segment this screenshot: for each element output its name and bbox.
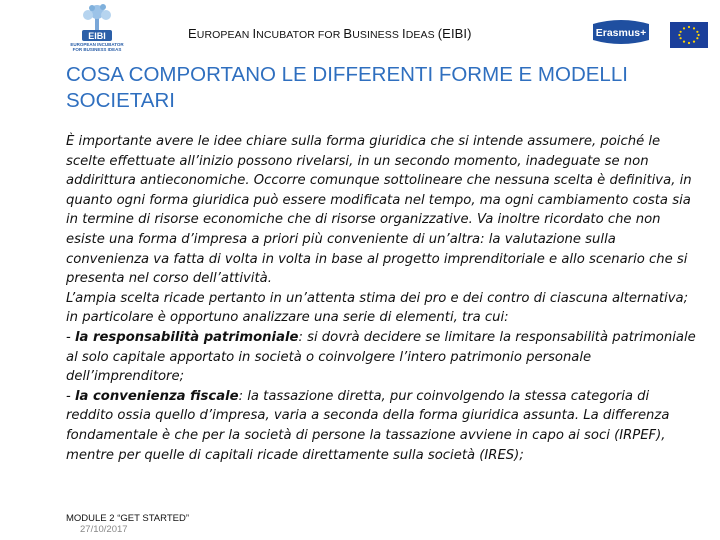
slide-title: COSA COMPORTANO LE DIFFERENTI FORME E MODELLI SOCIETARI <box>66 63 628 112</box>
header-title-rest: UROPEAN <box>196 29 253 41</box>
list-item-text: : si dovrà decidere se limitare la responsabilità patrimoniale al solo capitale apportato in società o coinvolgere l’intero patrimonio personale dell’imprenditore; <box>66 329 696 385</box>
eibi-logo-caption: EUROPEAN INCUBATOR FOR BUSINESS IDEAS <box>70 42 124 52</box>
list-item-prefix: - <box>66 329 75 345</box>
erasmus-logo <box>590 18 652 46</box>
header-title-initial: I <box>402 26 406 41</box>
slide-body <box>66 132 696 465</box>
tree-icon <box>66 2 128 44</box>
header-title-rest: DEAS <box>405 29 438 41</box>
paragraph-intro: È importante avere le idee chiare sulla forma giuridica che si intende assumere, poiché le scelte effettuate all’inizio possono rivelarsi, in un secondo momento, inadeguate se non addirittura antieconomiche. Occorre comunque sottolineare che nessuna scelta è definitiva, in quanto ogni forma giuridica può essere modificata nel tempo, ma ogni cambiamento costa sia in termine di risorse economiche che di risorse organizzative. Va inoltre ricordato che non esiste una forma d’impresa a priori più conveniente di un’altra: la valutazione sulla convenienza va fatta di volta in volta in base al progetto imprenditoriale e allo scenario che si presenta nel corso dell’attività. <box>66 134 692 287</box>
header-title-initial: I <box>252 26 257 41</box>
header-title-rest: NCUBATOR FOR <box>256 29 344 41</box>
list-item-responsabilita <box>66 328 696 387</box>
header-title-initial: E <box>188 26 197 41</box>
header-title-initial: B <box>343 26 353 41</box>
list-item-prefix: - <box>66 388 75 404</box>
eibi-logo-text: EIBI <box>88 31 106 41</box>
header-title-suffix: (EIBI) <box>437 26 472 41</box>
list-item-convenienza <box>66 387 696 465</box>
list-item-label: la convenienza fiscale <box>74 388 239 404</box>
header-title <box>188 26 472 41</box>
footer-module: MODULE 2 “GET STARTED” <box>66 513 189 524</box>
list-item-label: la responsabilità patrimoniale <box>74 329 299 345</box>
paragraph-choice: L’ampia scelta ricade pertanto in un’attenta stima dei pro e dei contro di ciascuna alternativa; in particolare è opportuno analizzare una serie di elementi, tra cui: <box>66 290 689 326</box>
header-title-rest: USINESS <box>352 29 403 41</box>
erasmus-logo-text: Erasmus+ <box>595 27 647 39</box>
eu-flag-icon <box>670 22 708 48</box>
footer-date: 27/10/2017 <box>80 524 128 535</box>
list-item-text: : la tassazione diretta, pur coinvolgendo la stessa categoria di reddito ossia quello d’impresa, varia a seconda della forma giuridica assunta. La differenza fondamentale è che per la società di persone la tassazione avviene in capo ai soci (IRPEF), mentre per quelle di capitali ricade direttamente sulla società (IRES); <box>66 388 670 463</box>
eibi-logo <box>66 2 128 58</box>
